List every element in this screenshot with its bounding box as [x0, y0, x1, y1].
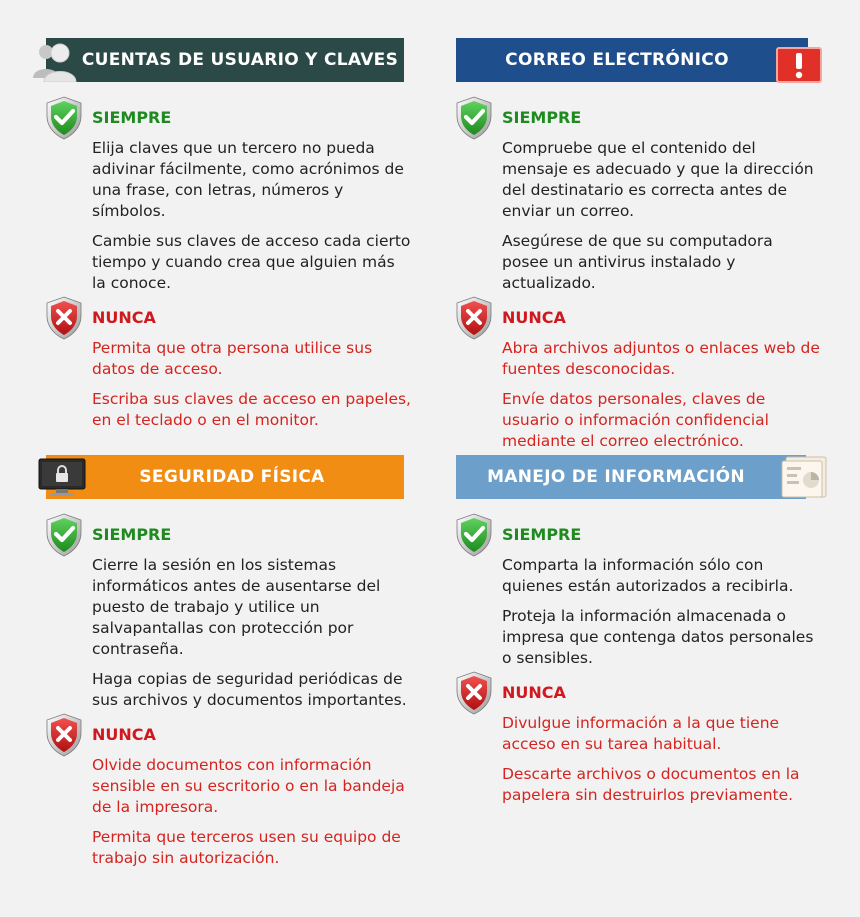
siempre-label: SIEMPRE [92, 525, 172, 544]
nunca-text: Envíe datos personales, claves de usuario o información confidencial mediante el correo electrónico. [502, 390, 769, 450]
header-manejo [456, 455, 806, 499]
nunca-text: Permita que otra persona utilice sus datos de acceso. [92, 339, 373, 378]
shield-x-icon [454, 671, 494, 715]
nunca-text: Permita que terceros usen su equipo de trabajo sin autorización. [92, 828, 401, 867]
nunca-section [40, 308, 412, 431]
header-seguridad [46, 455, 404, 499]
nunca-section [40, 725, 412, 869]
nunca-text: Escriba sus claves de acceso en papeles, en el teclado o en el monitor. [92, 390, 411, 429]
siempre-label: SIEMPRE [92, 108, 172, 127]
alert-icon [776, 47, 822, 88]
nunca-text: Olvide documentos con información sensible en su escritorio o en la bandeja de la impresora. [92, 756, 405, 816]
siempre-text: Cambie sus claves de acceso cada cierto tiempo y cuando crea que alguien más la conoce. [92, 232, 411, 292]
nunca-text: Divulgue información a la que tiene acceso en su tarea habitual. [502, 714, 780, 753]
header-title: SEGURIDAD FÍSICA [139, 467, 325, 487]
header-title: CORREO ELECTRÓNICO [505, 50, 729, 70]
users-icon [30, 40, 78, 87]
report-document-icon [780, 455, 830, 504]
nunca-section [450, 683, 822, 806]
siempre-text: Cierre la sesión en los sistemas informáticos antes de ausentarse del puesto de trabajo y utilice un salvapantallas con protección por contraseña. [92, 556, 381, 658]
siempre-section [40, 108, 412, 294]
siempre-text: Compruebe que el contenido del mensaje es adecuado y que la dirección del destinatario es correcta antes de enviar un correo. [502, 139, 814, 220]
siempre-text: Proteja la información almacenada o impresa que contenga datos personales o sensibles. [502, 607, 814, 667]
siempre-section [450, 525, 822, 669]
nunca-text: Abra archivos adjuntos o enlaces web de fuentes desconocidas. [502, 339, 820, 378]
siempre-text: Asegúrese de que su computadora posee un antivirus instalado y actualizado. [502, 232, 773, 292]
nunca-label: NUNCA [92, 725, 156, 744]
shield-x-icon [44, 713, 84, 757]
shield-check-icon [454, 96, 494, 140]
siempre-label: SIEMPRE [502, 108, 582, 127]
siempre-section [40, 525, 412, 711]
siempre-text: Haga copias de seguridad periódicas de sus archivos y documentos importantes. [92, 670, 407, 709]
header-cuentas [46, 38, 404, 82]
nunca-label: NUNCA [502, 308, 566, 327]
shield-check-icon [44, 513, 84, 557]
panel-manejo [450, 455, 822, 806]
siempre-label: SIEMPRE [502, 525, 582, 544]
siempre-text: Elija claves que un tercero no pueda adivinar fácilmente, como acrónimos de una frase, con letras, números y símbolos. [92, 139, 404, 220]
locked-monitor-icon [38, 458, 86, 503]
panel-seguridad [40, 455, 412, 869]
nunca-text: Descarte archivos o documentos en la papelera sin destruirlos previamente. [502, 765, 800, 804]
header-title: MANEJO DE INFORMACIÓN [487, 467, 745, 487]
nunca-label: NUNCA [502, 683, 566, 702]
shield-x-icon [44, 296, 84, 340]
shield-x-icon [454, 296, 494, 340]
nunca-section [450, 308, 822, 452]
siempre-text: Comparta la información sólo con quienes están autorizados a recibirla. [502, 556, 794, 595]
panel-correo [450, 38, 822, 452]
panel-cuentas [40, 38, 412, 431]
header-correo [456, 38, 808, 82]
nunca-label: NUNCA [92, 308, 156, 327]
header-title: CUENTAS DE USUARIO Y CLAVES [81, 50, 399, 70]
siempre-section [450, 108, 822, 294]
shield-check-icon [454, 513, 494, 557]
shield-check-icon [44, 96, 84, 140]
